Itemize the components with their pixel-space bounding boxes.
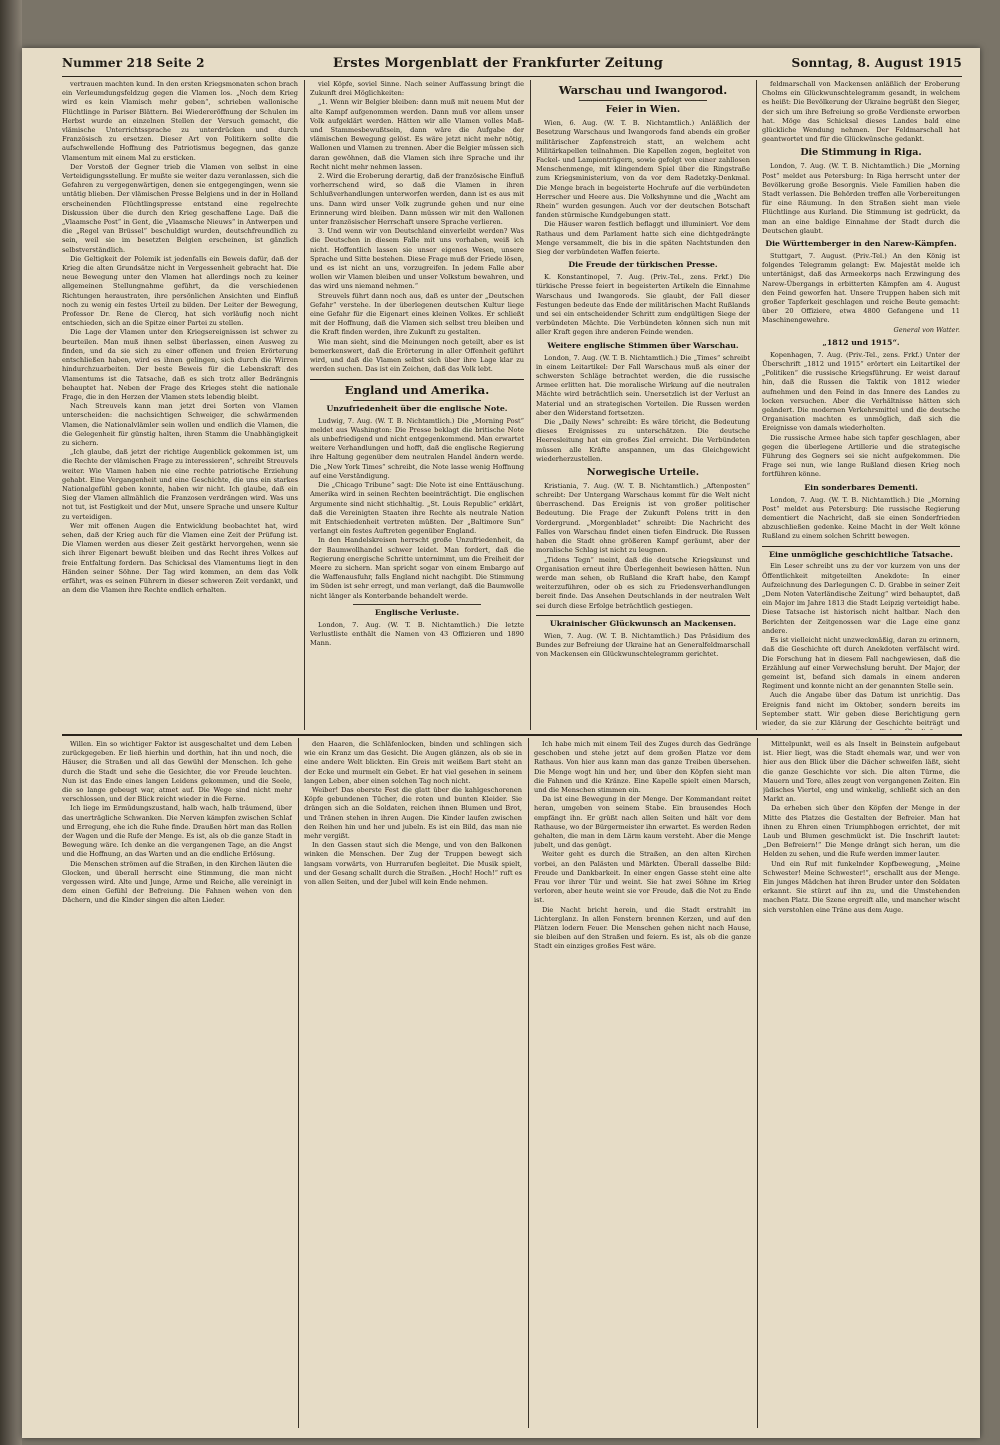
paragraph: London, 7. Aug. (W. T. B. Nichtamtlich.) Die „Morning Post“ meldet aus Petersburg: In Riga herrscht unter der Bevölkerung große Besorgnis. Viele Familien haben die Stadt verlassen. Die Behörden treffen alle Vorbereitungen für eine Räumung. In den Straßen sieht man viele Flüchtlinge aus Kurland. Die Stimmung ist gedrückt, da man an eine baldige Einnahme der Stadt durch die Deutschen glaubt. <box>762 162 960 235</box>
paragraph: K. Konstantinopel, 7. Aug. (Priv.-Tel., zens. Frkf.) Die türkische Presse feiert in begeisterten Artikeln die Einnahme Warschaus und Iwangorods. Sie glaubt, der Fall dieser Festungen bedeute das Ende der militärischen Macht Rußlands und sei ein entscheidender Schritt zum endgültigen Siege der verbündeten Mächte. Die Verbündeten können sich nun mit aller Kraft gegen ihre anderen Feinde wenden. <box>536 273 750 337</box>
paragraph: Wien, 6. Aug. (W. T. B. Nichtamtlich.) Anläßlich der Besetzung Warschaus und Iwangorods fand abends ein großer militärischer Zapfenstreich statt, an welchem acht Militärkapellen teilnahmen. Die Kapellen zogen, begleitet von Fackel- und Lampionträgern, sowie gefolgt von einer zahllosen Menschenmenge, mit klingendem Spiel über die Ringstraße zum Kriegsministerium, von da vor dem Radetzky-Denkmal. Die Menge brach in begeisterte Hochrufe auf die verbündeten Herrscher und Heere aus. Die Volkshymne und die „Wacht am Rhein“ wurden gesungen. Auch vor der deutschen Botschaft fanden stürmische Kundgebungen statt. <box>536 119 750 220</box>
subhead-feier-wien: Feier in Wien. <box>605 104 681 116</box>
paragraph: Kristiania, 7. Aug. (W. T. B. Nichtamtlich.) „Aftenposten“ schreibt: Der Untergang Warschaus kommt für die Welt nicht überraschend. Das Ereignis ist von großer politischer Bedeutung. Die Frage der Zukunft Polens tritt in den Vordergrund. „Morgenbladet“ schreibt: Die Nachricht des Falles von Warschau findet einen tiefen Eindruck. Die Russen haben die Stadt ohne größeren Kampf geräumt, aber der moralische Schlag ist nicht zu leugnen. <box>536 481 750 555</box>
paragraph: Kopenhagen, 7. Aug. (Priv.-Tel., zens. Frkf.) Unter der Überschrift „1812 und 1915“ erörtert ein Leitartikel der „Politiken“ die russische Kriegsführung. Er weist darauf hin, daß die Russen die Taktik von 1812 wieder aufnehmen und den Feind in das Innere des Landes zu locken versuchen. Aber die Verhältnisse hätten sich geändert. Die modernen Verkehrsmittel und die deutsche Organisation machten es unmöglich, daß sich die Ereignisse von damals wiederholten. <box>762 350 960 433</box>
paragraph: „Tidens Tegn“ meint, daß die deutsche Kriegskunst und Organisation erneut ihre Überlegenheit bewiesen hätten. Nun werde man sehen, ob Rußland die Kraft habe, den Kampf weiterzuführen, oder ob es sich zu Friedensverhandlungen bereit finde. Das Ansehen Deutschlands in der neutralen Welt sei durch diese Erfolge beträchtlich gestiegen. <box>536 555 750 610</box>
paragraph: 3. Und wenn wir von Deutschland einverleibt werden? Was die Deutschen in diesem Falle mit uns vorhaben, weiß ich nicht. Hoffentlich lassen sie unser eigenes Wesen, unsere Sprache und Sitte bestehen. Diese Frage muß der Friede lösen, und es ist nicht an uns, vorzugreifen. In jedem Falle aber wollen wir Vlamen bleiben und unser Volkstum bewahren, und das wird uns niemand nehmen.“ <box>310 227 524 291</box>
short-rule <box>353 604 481 605</box>
column-vlamen <box>62 80 298 730</box>
paragraph: Weiter geht es durch die Straßen, an den alten Kirchen vorbei, an den Palästen und Märkten. Überall dasselbe Bild: Freude und Dankbarkeit. In einer engen Gasse steht eine alte Frau vor ihrer Tür und weint. Sie hat zwei Söhne im Krieg verloren, aber heute weint sie vor Freude, daß die Not zu Ende ist. <box>534 850 751 905</box>
paragraph: Die Nacht bricht herein, und die Stadt erstrahlt im Lichterglanz. In allen Fenstern brennen Kerzen, und auf den Plätzen lodern Feuer. Die Menschen gehen nicht nach Hause, sie bleiben auf den Straßen und feiern. Es ist, als ob die ganze Stadt ein einziges großes Fest wäre. <box>534 905 751 951</box>
paragraph: Willen. Ein so wichtiger Faktor ist ausgeschaltet und dem Leben zurückgegeben. Er ließ hierhin und dorthin, hat ihn und noch, die Häuser, die Straßen und all das Gewühl der Menschen. Ich gehe durch die Stadt und sehe die Gesichter, die vor Freude leuchten. Nun ist das Ende eines langen Leidens gekommen, und die Seele, die so lange gebeugt war, atmet auf. Die Wege sind nicht mehr verschlossen, und der Blick reicht wieder in die Ferne. <box>62 740 292 804</box>
paragraph: Die „Daily News“ schreibt: Es wäre töricht, die Bedeutung dieses Ereignisses zu unterschätzen. Die deutsche Heeresleitung hat ein großes Ziel erreicht. Die Verbündeten müssen alle Kräfte anspannen, um das Gleichgewicht wiederherzustellen. <box>536 417 750 463</box>
paragraph: Auch die Angabe über das Datum ist unrichtig. Das Ereignis fand nicht im Oktober, sondern bereits im September statt. Wir geben diese Berichtigung gern wieder, da sie zur Klärung der Geschichte beiträgt und <box>762 691 960 727</box>
paragraph: Die Menschen strömen auf die Straßen, in den Kirchen läuten die Glocken, und überall herrscht eine Stimmung, die man nicht vergessen wird. Alte und Junge, Arme und Reiche, alle vereinigt in dem einen Gefühl der Befreiung. Die Fahnen wehen von den Dächern, und die Kinder singen die alten Lieder. <box>62 859 292 905</box>
paragraph: Weiber! Das oberste Fest die glatt über die kahlgeschorenen Köpfe gebundenen Tücher, die roten und bunten Kleider. Sie drängen sich an die Soldaten, reichen ihnen Blumen und Brot, und Tränen stehen in ihren Augen. Die Kinder laufen zwischen den Reihen hin und her und jubeln. Es ist ein Bild, das man nie mehr vergißt. <box>304 786 522 841</box>
paragraph: Und ein Ruf mit funkelnder Kopfbewegung, „Meine Schwester! Meine Schwester!“, erschallt aus der Menge. Ein junges Mädchen hat ihren Bruder unter den Soldaten erkannt. Sie stürzt auf ihn zu, und die Umstehenden machen Platz. Die Szene ergreift alle, und mancher wischt sich verstohlen eine Träne aus dem Auge. <box>763 859 960 914</box>
headline-riga: Die Stimmung in Riga. <box>800 147 922 159</box>
paragraph: Die Häuser waren festlich beflaggt und illuminiert. Vor dem Rathaus und dem Parlament hatte sich eine dichtgedrängte Menge versammelt, die bis in die späten Nachtstunden den Sieg der verbündeten Waffen feierte. <box>536 220 750 256</box>
paragraph: „Ich glaube, daß jetzt der richtige Augenblick gekommen ist, um die Rechte der vlämischen Frage zu interessieren“, schreibt Streuvels weiter. Wie Vlamen haben nie eine rechte patriotische Erziehung gehabt. Eine Vergangenheit und eine Geschichte, die uns ein starkes Nationalgefühl geben konnte, haben wir nicht. Ich glaube, daß ein Sieg der Vlamen allmählich die Franzosen verdrängen wird. Was uns not tut, ist Festigkeit und der Mut, unsere Sprache und unsere Kultur zu verteidigen. <box>62 448 298 521</box>
paragraph: Die „Chicago Tribune“ sagt: Die Note ist eine Enttäuschung. Amerika wird in seinen Rechten beeinträchtigt. Die englischen Argumente sind nicht stichhaltig. „St. Louis Republic“ erklärt, daß die Vereinigten Staaten ihre Rechte als neutrale Nation mit Entschiedenheit vertreten müßten. Der „Baltimore Sun“ verlangt ein festes Auftreten gegenüber England. <box>310 481 524 536</box>
feuilleton-rule <box>62 734 962 736</box>
paragraph: Stuttgart, 7. August. (Priv.-Tel.) An den König ist folgendes Telegramm gelangt: Ew. Majestät melde ich untertänigst, daß das Armeekorps nach Erzwingung des Narew-Übergangs in erbitterten Kämpfen am 4. August den Feind geworfen hat. Unsere Truppen haben sich mit großer Tapferkeit geschlagen und reiche Beute gemacht: über 20 Offiziere, etwa 4800 Gefangene und 11 Maschinengewehre. <box>762 251 960 325</box>
issue-date: Sonntag, 8. August 1915 <box>791 56 962 70</box>
paragraph: In den Gassen staut sich die Menge, und von den Balkonen winken die Menschen. Der Zug der Truppen bewegt sich langsam vorwärts, von Hurrarufen begleitet. Die Musik spielt, und der Gesang schallt durch die Straßen. „Hoch! Hoch!“ ruft es von allen Seiten, und der Jubel will kein Ende nehmen. <box>304 841 522 887</box>
column-rule-1 <box>304 80 305 730</box>
subhead-tasche: Eine unmögliche geschichtliche Tatsache. <box>769 549 953 559</box>
headline-england: England und Amerika. <box>344 382 490 397</box>
column-warschau <box>536 80 750 730</box>
paragraph: Wie man sieht, sind die Meinungen noch geteilt, aber es ist bemerkenswert, daß die Erörterung in aller Offenheit geführt wird, und daß die Vlamen selbst sich über ihre Lage klar zu werden suchen. Das ist ein Zeichen, daß das Volk lebt. <box>310 337 524 374</box>
paragraph: London, 7. Aug. (W. T. B. Nichtamtlich.) Die letzte Verlustliste enthält die Namen von 43 Offizieren und 1890 Mann. <box>310 620 524 648</box>
masthead <box>62 52 962 74</box>
paragraph: London, 7. Aug. (W. T. B. Nichtamtlich.) Die „Morning Post“ meldet aus Petersburg: Die russische Regierung dementiert die Nachricht, daß sie einen Sonderfrieden abzuschließen gedenke. Keine Macht in der Welt könne Rußland zu einem solchen Schritt bewegen. <box>762 495 960 541</box>
issue-number: Nummer 218 Seite 2 <box>62 56 205 70</box>
column-rule-4 <box>298 738 299 1428</box>
paragraph: „1. Wenn wir Belgier bleiben: dann muß mit neuem Mut der alte Kampf aufgenommen werden. Dann muß vor allem unser Volk aufgeklärt werden. Hätten wir alle Vlamen volles Maß- und Stammesbewußtsein, dann wäre die Aufgabe der vlämischen Bewegung gelöst. Es wäre jetzt nicht mehr nötig, Wallonen und Vlamen zu trennen. Aber die Belgier müssen sich daran gewöhnen, daß die Vlamen sich ihre Sprache und ihr Recht nicht mehr nehmen lassen. <box>310 98 524 171</box>
binding-edge <box>0 0 22 1445</box>
short-rule <box>353 400 481 401</box>
paragraph: Da ist eine Bewegung in der Menge. Der Kommandant reitet heran, umgeben von seinem Stabe. Ein brausendes Hoch empfängt ihn. Er grüßt nach allen Seiten und hält vor dem Rathause, wo der Bürgermeister ihn erwartet. Es werden Reden gehalten, die man in dem Lärm kaum versteht. Aber die Menge jubelt, und das genügt. <box>534 795 751 850</box>
paragraph: Die Geltigkeit der Polemik ist jedenfalls ein Beweis dafür, daß der Krieg die alten Grundsätze nicht in Vergessenheit gebracht hat. Die neue Bewegung unter den Vlamen hat allerdings noch zu keiner allgemeinen Stellungnahme geführt, da die verschiedenen Richtungen heraustraten, ihre persönlichen Ansichten und Einfluß noch zu wenig ein festes Urteil zu bilden. Der Leiter der Bewegung, Professor Dr. Rene de Clercq, hat sich vorläufig noch nicht entschieden, sich an die Spitze einer Partei zu stellen. <box>62 254 298 328</box>
subhead-norweg: Norwegische Urteile. <box>586 466 700 478</box>
newspaper-title: Erstes Morgenblatt der Frankfurter Zeitung <box>333 55 664 71</box>
paragraph: viel Köpfe, soviel Sinne. Nach seiner Auffassung bringt die Zukunft drei Möglichkeiten: <box>310 80 524 98</box>
paragraph: Wer mit offenen Augen die Entwicklung beobachtet hat, wird sehen, daß der Krieg auch für die Vlamen eine Zeit der Prüfung ist. Die Vlamen werden aus dieser Zeit gestärkt hervorgehen, wenn sie sich ihrer Eigenart bewußt bleiben und das Recht ihres Volkes auf freie Entfaltung fordern. Das Schicksal des Vlamentums liegt in den Händen seiner Söhne. Der Tag wird kommen, an dem das Volk erfährt, was es seinen Führern in dieser schweren Zeit verdankt, und an dem die Vlamen ihre Rechte endlich erhalten. <box>62 521 298 595</box>
paragraph: Mittelpunkt, weil es als Inselt in Beinstein aufgebaut ist. Hier liegt, was die Stadt ehemals war, und wer von hier aus den Blick über die Dächer schweifen läßt, sieht die ganze Geschichte vor sich. Die alten Türme, die Mauern und Tore, alles zeugt von vergangenen Zeiten. Ein jüdisches Viertel, eng und winkelig, schließt sich an den Markt an. <box>763 740 960 804</box>
paragraph: Wien, 7. Aug. (W. T. B. Nichtamtlich.) Das Präsidium des Bundes zur Befreiung der Ukraine hat an Generalfeldmarschall von Mackensen ein Glückwunschtelegramm gerichtet. <box>536 631 750 659</box>
subhead-tuerk-presse: Die Freude der türkischen Presse. <box>568 260 718 270</box>
masthead-rule <box>62 76 962 77</box>
paragraph: 2. Wird die Eroberung derartig, daß der französische Einfluß vorherrschend wird, so daß die Vlamen in ihren Schlußverhandlungen unterworfen werden, dann ist es aus mit uns. Dann wird unser Volk zugrunde gehen und nur eine Erinnerung wird bleiben. Dann müssen wir mit den Wallonen unter französischer Herrschaft unsere Sprache verlieren. <box>310 172 524 227</box>
paragraph: Ich habe mich mit einem Teil des Zuges durch das Gedränge geschoben und stehe jetzt auf dem großen Platze vor dem Rathaus. Von hier aus kann man das ganze Treiben übersehen. Die Menge wogt hin und her, und über den Köpfen sieht man die Fahnen und die Kränze. Eine Kapelle spielt einen Marsch, und die Menschen stimmen ein. <box>534 740 751 795</box>
paragraph: vertrauen machten kund. In den ersten Kriegsmonaten schon brach ein Verleumdungsfeldzug gegen die Vlamen los. „Noch dem Krieg wird es kein Vlamisch mehr geben“, schrieben wallonische Flüchtlinge in Pariser Blättern. Bei Wiedereröffnung der Schulen im Herbst wurde an einzelnen Stellen der Versuch gemacht, die vlämische Unterrichtssprache zu unterdrücken und durch Französisch zu ersetzen. Dieser Art von Politikern sollte die aufschwellende Hoffnung des Patriotismus begegnen, das ganze Vlamentum mit einem Mal zu ersticken. <box>62 80 298 162</box>
signature: General von Watter. <box>893 325 960 334</box>
paragraph: Da erheben sich über den Köpfen der Menge in der Mitte des Platzes die Gestalten der Befreier. Man hat ihnen zu Ehren einen Triumphbogen errichtet, der mit Laub und Blumen geschmückt ist. Die Inschrift lautet: „Den Befreiern!“ Die Menge drängt sich heran, um die Helden zu sehen, und die Rufe werden immer lauter. <box>763 804 960 859</box>
subhead-engl-verluste: Englische Verluste. <box>374 607 460 617</box>
subhead-engl-stimmen: Weitere englische Stimmen über Warschau. <box>547 340 739 350</box>
paragraph: feldmarschall von Mackensen anläßlich der Eroberung Cholms ein Glückwunschtelegramm gesandt, in welchem es heißt: Die Bevölkerung der Ukraine begrüßt den Sieger, der sich um ihre Befreiung so große Verdienste erworben hat. Möge das Schicksal dieses Landes bald eine glückliche Wendung nehmen. Der Feldmarschall hat geantwortet und für die Glückwünsche gedankt. <box>762 80 960 144</box>
paragraph: Es ist vielleicht nicht unzweckmäßig, daran zu erinnern, daß die Geschichte oft durch Anekdoten verfälscht wird. Die Forschung hat in diesem Fall nachgewiesen, daß die Erzählung auf einer Verwechslung beruht. Der Major, der gemeint ist, befand sich damals in einem anderen Regiment und konnte nicht an der genannten Stelle sein. <box>762 636 960 691</box>
feuilleton-column-3 <box>534 740 751 1430</box>
subhead-dementi: Ein sonderbares Dementi. <box>804 482 918 492</box>
paragraph: Ludwig, 7. Aug. (W. T. B. Nichtamtlich.) Die „Morning Post“ meldet aus Washington: Die Presse beklagt die britische Note als unbefriedigend und nicht entgegenkommend. Man erwartet weitere Verhandlungen und hofft, daß die englische Regierung ihre Haltung gegenüber dem neutralen Handel ändern werde. Die „New York Times“ schreibt, die Note lasse wenig Hoffnung auf eine Verständigung. <box>310 416 524 480</box>
short-rule <box>579 100 707 101</box>
column-rule-5 <box>528 738 529 1428</box>
section-rule <box>762 546 960 547</box>
paragraph: Der Vorstoß der Gegner trieb die Vlamen von selbst in eine Verteidigungsstellung. Er mußte sie weiter dazu veranlassen, sich die Gefahren zu vergegenwärtigen, denen sie entgegengingen, wenn sie untätig blieben. Der vlämischen Presse Belgiens und in der in Holland erscheinenden Flüchtlingspresse entstand eine regelrechte Diskussion über die durch den Krieg geschaffene Lage. Daß die „Vlaamsche Post“ in Gent, die „Vlaamsche Nieuws“ in Antwerpen und die „Regel van Brüssel“ beschuldigt wurden, deutschfreundlich zu sein, weil sie im besetzten Belgien erscheinen, ist gänzlich selbstverständlich. <box>62 162 298 254</box>
paragraph: Nach Streuvels kann man jetzt drei Sorten von Vlamen unterscheiden: die nachsichtigen Schweiger, die schwärmenden Vlamen, die Nationalvlämler sein wollen und endlich die Vlamen, die die Gelegenheit für günstig halten, ihren Stamm die Unabhängigkeit zu sichern. <box>62 402 298 447</box>
column-rule-2 <box>530 80 531 730</box>
paragraph: den Haaren, die Schläfenlocken, binden und schlingen sich wie ein Kranz um das Gesicht. Die Augen glänzen, als ob sie in eine andere Welt blickten. Ein Greis mit weißem Bart steht an der Ecke und murmelt ein Gebet. Er hat viel gesehen in seinem langen Leben, aber einen solchen Tag noch nicht. <box>304 740 522 785</box>
column-england-amerika <box>310 80 524 730</box>
section-rule <box>310 379 524 380</box>
subhead-ukrain: Ukrainischer Glückwunsch an Mackensen. <box>549 618 737 628</box>
paragraph: Streuvels führt dann noch aus, daß es unter der „Deutschen Gefahr“ verstehe. In der überlegenen deutschen Kultur liege eine Gefahr für die Eigenart eines kleinen Volkes. Er schließt mit der Hoffnung, daß die Vlamen sich selbst treu bleiben und die Kraft finden werden, ihre Zukunft zu gestalten. <box>310 291 524 337</box>
subhead-wuerttemberger: Die Württemberger in den Narew-Kämpfen. <box>765 238 957 248</box>
paragraph: Die russische Armee habe sich tapfer geschlagen, aber gegen die überlegene Artillerie und die strategische Führung des Gegners sei sie nicht aufgekommen. Die Frage sei nun, wie lange Rußland diesen Krieg noch fortführen könne. <box>762 433 960 479</box>
subhead-1812: „1812 und 1915“. <box>822 337 900 347</box>
feuilleton-column-1 <box>62 740 292 1430</box>
paragraph: Ein Leser schreibt uns zu der vor kurzem von uns der Öffentlichkeit mitgeteilten Anekdote: In einer Aufzeichnung des Darlegungen C. D. Grabbe in seiner Zeit „Dem Noten Vaterländische Zeitung“ wird behauptet, daß ein Major im Jahre 1813 die Stadt Leipzig verteidigt habe. Diese Tatsache ist historisch nicht haltbar. Nach den Berichten der Zeitgenossen war die Lage eine ganz andere. <box>762 562 960 635</box>
feuilleton-column-4 <box>763 740 960 1430</box>
paragraph: Die Lage der Vlamen unter den Kriegsereignissen ist schwer zu beurteilen. Man muß ihnen selbst überlassen, einen Ausweg zu finden, und da sie sich zu einer offenen und freien Erörterung entschließen haben, wird es ihnen gelingen, sich durch die Wirren hindurchzuarbeiten. Der beste Beweis für die Lebenskraft des Vlamentums ist die Tatsache, daß es sich trotz aller Bedrängnis behauptet hat. Neben der Frage des Krieges steht die nationale Frage, die in den Herzen der Vlamen stets lebendig bleibt. <box>62 328 298 401</box>
column-riga <box>762 80 960 730</box>
feuilleton-column-2 <box>304 740 522 1430</box>
column-rule-6 <box>757 738 758 1428</box>
paragraph: Ich liege im Ermüdungszustand, halb wach, halb träumend, über das unerträgliche Schwanken. Die Nerven kämpfen zwischen Schlaf und Erregung, ehe ich die Ruhe finde. Draußen hört man das Rollen der Wagen und die Rufe der Menge. Es ist, als ob die ganze Stadt in Bewegung wäre. Ich denke an die vergangenen Tage, an die Angst und die Hoffnung, an das Warten und an die endliche Erlösung. <box>62 804 292 859</box>
paragraph: In den Handelskreisen herrscht große Unzufriedenheit, da der Baumwollhandel schwer leidet. Man fordert, daß die Regierung energische Schritte unternimmt, um die Freiheit der Meere zu sichern. Man spricht sogar von einem Embargo auf die Waffenausfuhr, falls England nicht nachgibt. Die Stimmung im Süden ist sehr erregt, und man verlangt, daß die Baumwolle nicht länger als Konterbande behandelt werde. <box>310 536 524 600</box>
column-rule-3 <box>756 80 757 730</box>
section-rule <box>536 615 750 616</box>
paragraph: London, 7. Aug. (W. T. B. Nichtamtlich.) Die „Times“ schreibt in einem Leitartikel: Der Fall Warschaus muß als einer der schwersten Schläge betrachtet werden, die die russische Armee erlitten hat. Die moralische Wirkung auf die neutralen Mächte wird beträchtlich sein. Unersetzlich ist der Verlust an Material und an strategischen Vorteilen. Die Russen werden aber den Widerstand fortsetzen. <box>536 353 750 417</box>
subhead-unzufrieden: Unzufriedenheit über die englische Note. <box>326 403 508 413</box>
headline-warschau: Warschau und Iwangorod. <box>558 83 728 97</box>
